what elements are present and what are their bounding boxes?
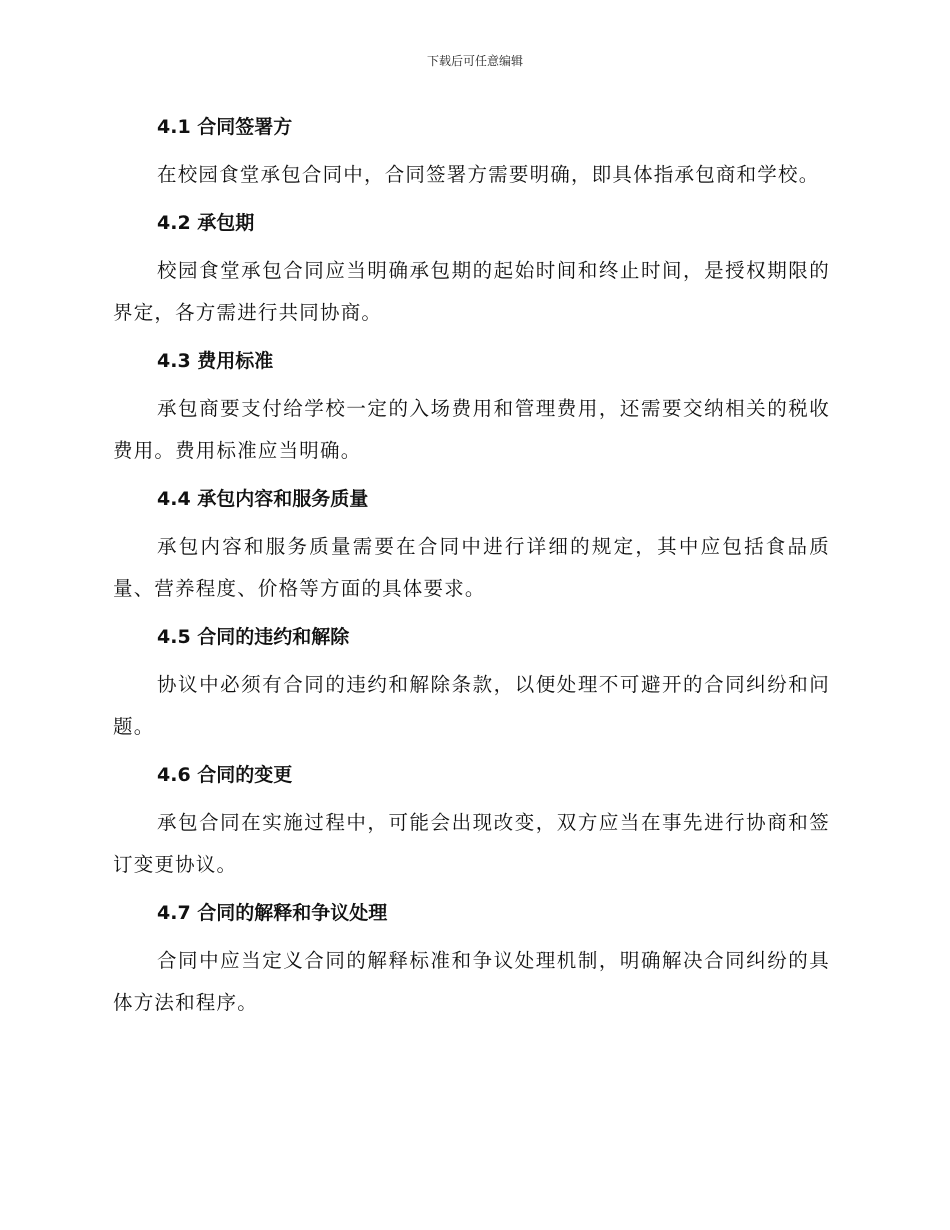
section-content-and-service-quality [113, 480, 830, 610]
section-body: 承包商要支付给学校一定的入场费用和管理费用，还需要交纳相关的税收费用。费用标准应当明确。 [113, 397, 830, 462]
section-contract-signatories [113, 108, 830, 196]
section-heading: 4.7 合同的解释和争议处理 [157, 902, 388, 924]
page-header-note: 下载后可任意编辑 [426, 54, 523, 68]
section-body: 承包合同在实施过程中，可能会出现改变，双方应当在事先进行协商和签订变更协议。 [113, 811, 830, 876]
section-interpretation-and-disputes [113, 894, 830, 1024]
section-fee-standard [113, 342, 830, 472]
section-heading: 4.5 合同的违约和解除 [157, 626, 350, 648]
section-contract-changes [113, 756, 830, 886]
section-body: 合同中应当定义合同的解释标准和争议处理机制，明确解决合同纠纷的具体方法和程序。 [113, 949, 830, 1014]
section-body: 承包内容和服务质量需要在合同中进行详细的规定，其中应包括食品质量、营养程度、价格等方面的具体要求。 [113, 535, 830, 600]
section-heading: 4.4 承包内容和服务质量 [157, 488, 369, 510]
document-content [113, 108, 830, 1024]
section-heading: 4.3 费用标准 [157, 350, 274, 372]
section-heading: 4.2 承包期 [157, 212, 255, 234]
section-contract-period [113, 204, 830, 334]
section-body: 在校园食堂承包合同中，合同签署方需要明确，即具体指承包商和学校。 [157, 163, 820, 186]
section-body: 协议中必须有合同的违约和解除条款，以便处理不可避开的合同纠纷和问题。 [113, 673, 830, 738]
section-heading: 4.6 合同的变更 [157, 764, 293, 786]
section-heading: 4.1 合同签署方 [157, 116, 293, 138]
section-breach-and-termination [113, 618, 830, 748]
section-body: 校园食堂承包合同应当明确承包期的起始时间和终止时间，是授权期限的界定，各方需进行共同协商。 [113, 259, 830, 324]
